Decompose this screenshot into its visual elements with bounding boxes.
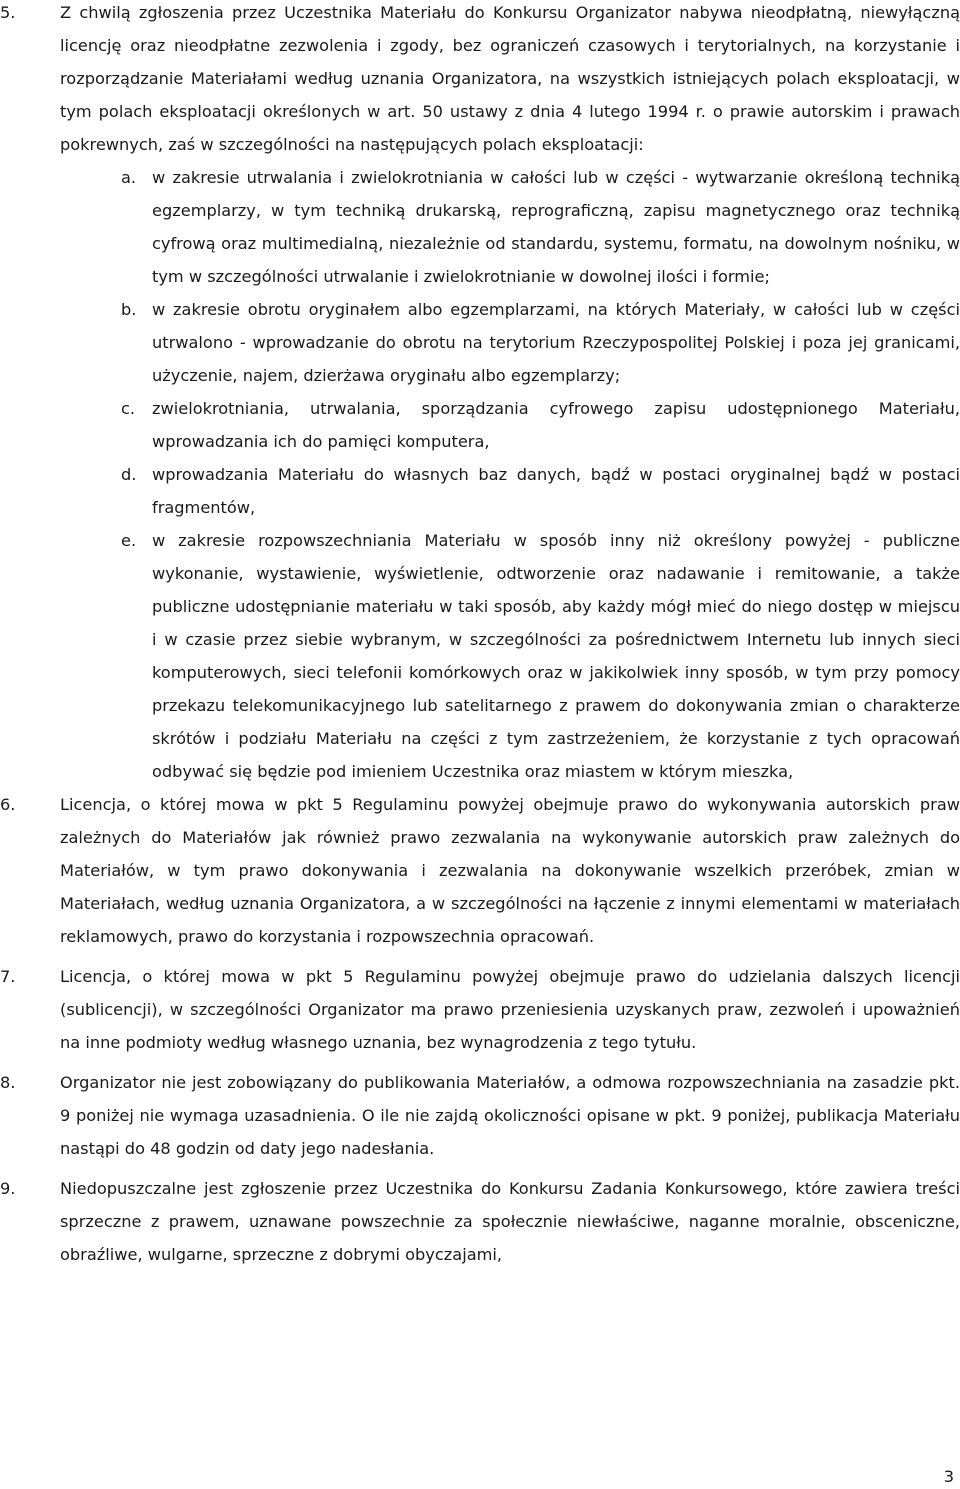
item-number: 8. bbox=[0, 1073, 16, 1092]
item-text: Licencja, o której mowa w pkt 5 Regulaminu powyżej obejmuje prawo do wykonywania autorskich praw zależnych do Materiałów jak również prawo zezwalania na wykonywanie autorskich praw zależnych do Materiałów, w tym prawo dokonywania i zezwalania na dokonywanie wszelkich przeróbek, zmian w Materiałach, według uznania Organizatora, a w szczególności na łączenie z innymi elementami w materiałach reklamowych, prawo do korzystania i rozpowszechnia opracowań. bbox=[60, 795, 960, 946]
item-text: Organizator nie jest zobowiązany do publikowania Materiałów, a odmowa rozpowszechniania na zasadzie pkt. 9 poniżej nie wymaga uzasadnienia. O ile nie zajdą okoliczności opisane w pkt. 9 poniżej, publikacja Materiału nastąpi do 48 godzin od daty jego nadesłania. bbox=[60, 1073, 960, 1158]
sublist-fields-of-exploitation bbox=[0, 161, 960, 788]
list-item-8 bbox=[0, 1066, 960, 1165]
subitem-letter: c. bbox=[121, 399, 136, 418]
list-item-7 bbox=[0, 960, 960, 1059]
item-number: 9. bbox=[0, 1179, 16, 1198]
list-item-5 bbox=[0, 0, 960, 161]
subitem-text: w zakresie rozpowszechniania Materiału w sposób inny niż określony powyżej - publiczne wykonanie, wystawienie, wyświetlenie, odtworzenie oraz nadawanie i remitowanie, a także publiczne udostępnianie materiału w taki sposób, aby każdy mógł mieć do niego dostęp w miejscu i w czasie przez siebie wybranym, w szczególności za pośrednictwem Internetu lub innych sieci komputerowych, sieci telefonii komórkowych oraz w jakikolwiek inny sposób, w tym przy pomocy przekazu telekomunikacyjnego lub satelitarnego z prawem do dokonywania zmian o charakterze skrótów i podziału Materiału na części z tym zastrzeżeniem, że korzystanie z tych opracowań odbywać się będzie pod imieniem Uczestnika oraz miastem w którym mieszka, bbox=[152, 531, 960, 781]
subitem-text: w zakresie utrwalania i zwielokrotniania w całości lub w części - wytwarzanie określoną techniką egzemplarzy, w tym techniką drukarską, reprograficzną, zapisu magnetycznego oraz techniką cyfrową oraz multimedialną, niezależnie od standardu, systemu, formatu, na dowolnym nośniku, w tym w szczególności utrwalanie i zwielokrotnianie w dowolnej ilości i formie; bbox=[152, 168, 960, 286]
sublist-item-a bbox=[0, 161, 960, 293]
item-number: 7. bbox=[0, 967, 16, 986]
page-number: 3 bbox=[943, 1467, 954, 1486]
item-number: 6. bbox=[0, 795, 16, 814]
sublist-item-c bbox=[0, 392, 960, 458]
item-text: Z chwilą zgłoszenia przez Uczestnika Materiału do Konkursu Organizator nabywa nieodpłatną, niewyłączną licencję oraz nieodpłatne zezwolenia i zgody, bez ograniczeń czasowych i terytorialnych, na korzystanie i rozporządzanie Materiałami według uznania Organizatora, na wszystkich istniejących polach eksploatacji, w tym polach eksploatacji określonych w art. 50 ustawy z dnia 4 lutego 1994 r. o prawie autorskim i prawach pokrewnych, zaś w szczególności na następujących polach eksploatacji: bbox=[60, 3, 960, 154]
subitem-letter: a. bbox=[121, 168, 137, 187]
subitem-letter: b. bbox=[121, 300, 137, 319]
item-text: Niedopuszczalne jest zgłoszenie przez Uczestnika do Konkursu Zadania Konkursowego, które zawiera treści sprzeczne z prawem, uznawane powszechnie za społecznie niewłaściwe, naganne moralnie, obsceniczne, obraźliwe, wulgarne, sprzeczne z dobrymi obyczajami, bbox=[60, 1179, 960, 1264]
subitem-text: w zakresie obrotu oryginałem albo egzemplarzami, na których Materiały, w całości lub w części utrwalono - wprowadzanie do obrotu na terytorium Rzeczypospolitej Polskiej i poza jej granicami, użyczenie, najem, dzierżawa oryginału albo egzemplarzy; bbox=[152, 300, 960, 385]
subitem-text: zwielokrotniania, utrwalania, sporządzania cyfrowego zapisu udostępnionego Materiału, wprowadzania ich do pamięci komputera, bbox=[152, 399, 960, 451]
sublist-item-e bbox=[0, 524, 960, 788]
list-item-6 bbox=[0, 788, 960, 953]
subitem-text: wprowadzania Materiału do własnych baz danych, bądź w postaci oryginalnej bądź w postaci fragmentów, bbox=[152, 465, 960, 517]
item-number: 5. bbox=[0, 3, 16, 22]
subitem-letter: e. bbox=[121, 531, 137, 550]
list-item-9 bbox=[0, 1172, 960, 1271]
sublist-item-d bbox=[0, 458, 960, 524]
subitem-letter: d. bbox=[121, 465, 137, 484]
sublist-item-b bbox=[0, 293, 960, 392]
item-text: Licencja, o której mowa w pkt 5 Regulaminu powyżej obejmuje prawo do udzielania dalszych licencji (sublicencji), w szczególności Organizator ma prawo przeniesienia uzyskanych praw, zezwoleń i upoważnień na inne podmioty według własnego uznania, bez wynagrodzenia z tego tytułu. bbox=[60, 967, 960, 1052]
